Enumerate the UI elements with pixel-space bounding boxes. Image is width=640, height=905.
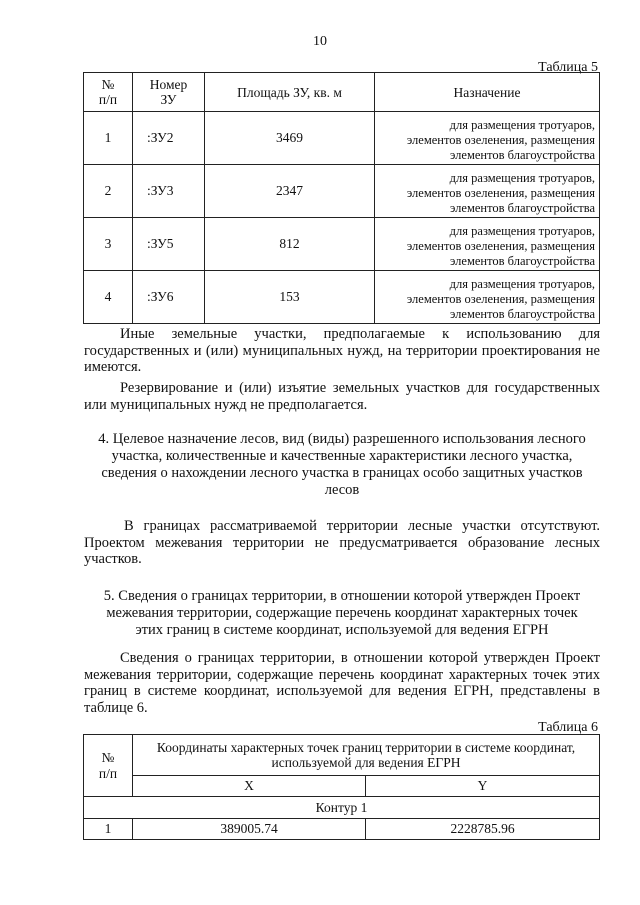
x-coordinate: 389005.74	[133, 819, 366, 840]
area-value: 2347	[205, 165, 375, 218]
purpose-text: для размещения тротуаров, элементов озеленения, размещения элементов благоустройства	[375, 112, 600, 165]
section-5-heading: 5. Сведения о границах территории, в отношении которой утвержден Проект межевания территории, содержащие перечень координат характерных точек этих границ в системе координат, используемой для ведения ЕГРН	[103, 588, 581, 638]
header-num: № п/п	[84, 73, 133, 112]
purpose-text: для размещения тротуаров, элементов озеленения, размещения элементов благоустройства	[375, 271, 600, 324]
area-value: 153	[205, 271, 375, 324]
table-6-caption: Таблица 6	[538, 720, 598, 735]
plot-number: :ЗУ3	[133, 165, 205, 218]
paragraph-reservation: Резервирование и (или) изъятие земельных участков для государственных или муниципальных нужд не предполагается.	[84, 380, 600, 413]
header-y: Y	[366, 776, 600, 797]
table-6-header-row	[84, 735, 600, 776]
page-number: 10	[313, 34, 327, 49]
table-5-header-row	[84, 73, 600, 112]
table-6-axis-row	[84, 776, 600, 797]
plot-number: :ЗУ6	[133, 271, 205, 324]
row-num: 1	[84, 112, 133, 165]
row-num: 3	[84, 218, 133, 271]
plot-number: :ЗУ2	[133, 112, 205, 165]
table-5-caption: Таблица 5	[538, 60, 598, 75]
table-row	[84, 165, 600, 218]
contour-label: Контур 1	[84, 797, 600, 819]
header-num: № п/п	[84, 735, 133, 797]
y-coordinate: 2228785.96	[366, 819, 600, 840]
header-purpose: Назначение	[375, 73, 600, 112]
row-num: 4	[84, 271, 133, 324]
paragraph-boundaries: Сведения о границах территории, в отношении которой утвержден Проект межевания территории, содержащие перечень координат характерных точек этих границ в системе координат, используемой для ведения ЕГРН, представлены в таблице 6.	[84, 650, 600, 716]
table-row	[84, 218, 600, 271]
header-coordinates: Координаты характерных точек границ территории в системе координат, используемой для ведения ЕГРН	[133, 735, 600, 776]
table-6	[83, 734, 600, 840]
paragraph-other-plots: Иные земельные участки, предполагаемые к использованию для государственных и (или) муниципальных нужд, на территории проектирования не имеются.	[84, 326, 600, 375]
section-4-heading: 4. Целевое назначение лесов, вид (виды) разрешенного использования лесного участка, количественные и качественные характеристики лесного участка, сведения о нахождении лесного участка в границах особо защитных участков лесов	[98, 431, 586, 498]
header-plot-number: Номер ЗУ	[133, 73, 205, 112]
contour-row	[84, 797, 600, 819]
purpose-text: для размещения тротуаров, элементов озеленения, размещения элементов благоустройства	[375, 165, 600, 218]
row-num: 2	[84, 165, 133, 218]
header-area: Площадь ЗУ, кв. м	[205, 73, 375, 112]
purpose-text: для размещения тротуаров, элементов озеленения, размещения элементов благоустройства	[375, 218, 600, 271]
area-value: 3469	[205, 112, 375, 165]
table-row	[84, 112, 600, 165]
header-x: X	[133, 776, 366, 797]
table-5	[83, 72, 600, 324]
table-row	[84, 271, 600, 324]
paragraph-forest: В границах рассматриваемой территории лесные участки отсутствуют. Проектом межевания территории не предусматривается образование лесных участков.	[84, 518, 600, 567]
area-value: 812	[205, 218, 375, 271]
point-num: 1	[84, 819, 133, 840]
table-row	[84, 819, 600, 840]
plot-number: :ЗУ5	[133, 218, 205, 271]
